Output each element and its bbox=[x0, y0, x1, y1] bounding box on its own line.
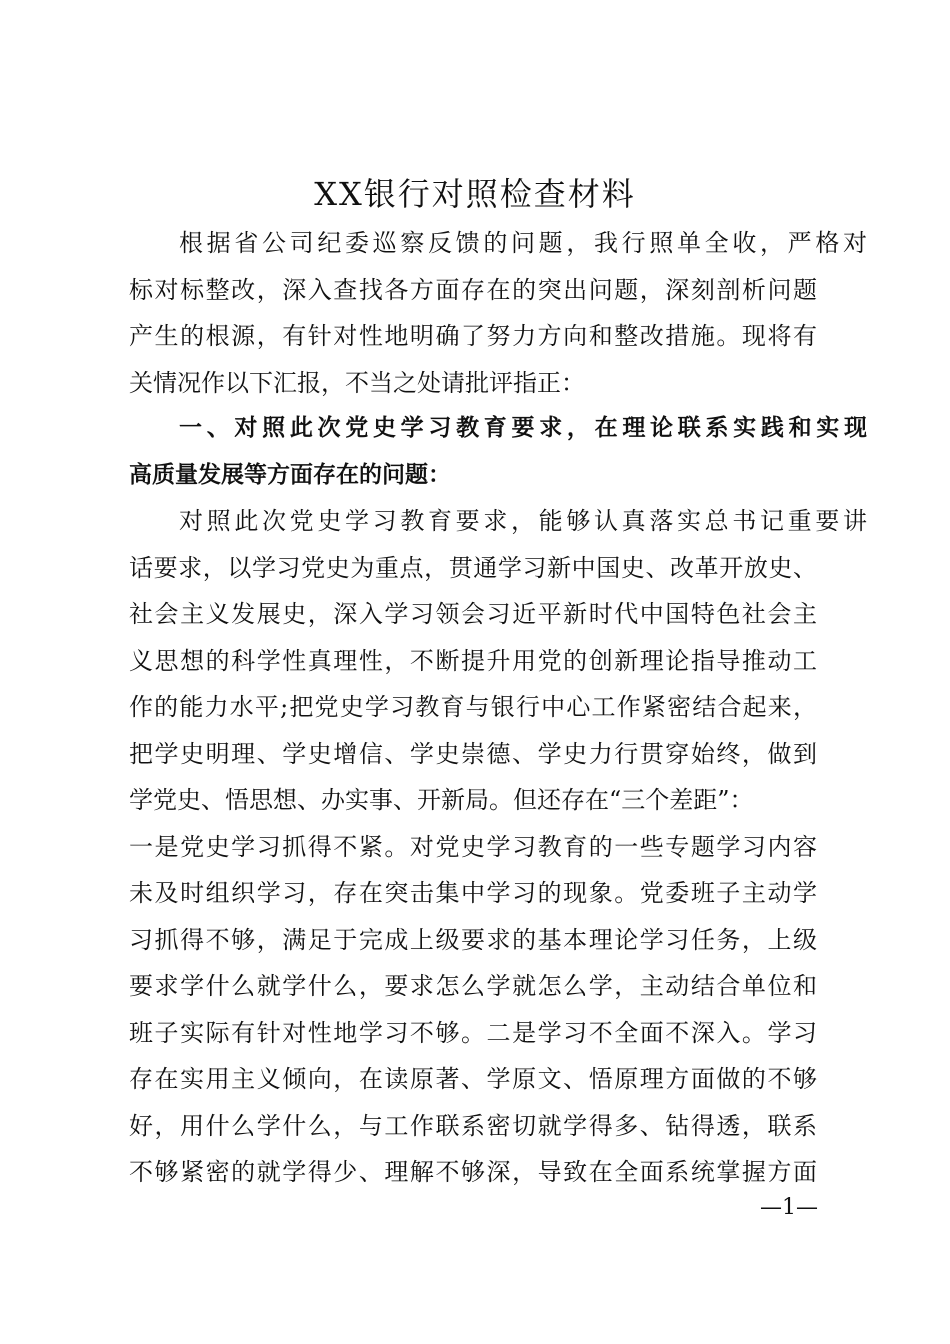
paragraph-line: 根据省公司纪委巡察反馈的问题，我行照单全收，严格对 bbox=[179, 229, 867, 257]
paragraph-line: 学党史、悟思想、办实事、开新局。但还存在“三个差距”： bbox=[129, 786, 754, 814]
page-number: —1— bbox=[760, 1195, 818, 1220]
heading-line: 一、对照此次党史学习教育要求，在理论联系实践和实现 bbox=[179, 415, 867, 441]
section-heading-1 bbox=[129, 405, 867, 498]
paragraph-line: 义思想的科学性真理性，不断提升用党的创新理论指导推动工 bbox=[129, 646, 817, 675]
paragraph-line: 社会主义发展史，深入学习领会习近平新时代中国特色社会主 bbox=[129, 600, 817, 628]
paragraph-line: 不够紧密的就学得少、理解不够深，导致在全面系统掌握方面 bbox=[129, 1158, 817, 1186]
paragraph-line: 对照此次党史学习教育要求，能够认真落实总书记重要讲 bbox=[179, 507, 867, 535]
paragraph-line: 未及时组织学习，存在突击集中学习的现象。党委班子主动学 bbox=[129, 879, 817, 907]
paragraph-line: 产生的根源，有针对性地明确了努力方向和整改措施。现将有 bbox=[129, 322, 817, 350]
section-1-paragraph bbox=[129, 498, 867, 1196]
paragraph-line: 作的能力水平;把党史学习教育与银行中心工作紧密结合起来， bbox=[129, 693, 817, 721]
paragraph-line: 关情况作以下汇报，不当之处请批评指正： bbox=[129, 368, 585, 397]
paragraph-line: 话要求，以学习党史为重点，贯通学习新中国史、改革开放史、 bbox=[129, 553, 817, 582]
paragraph-line: 把学史明理、学史增信、学史崇德、学史力行贯穿始终，做到 bbox=[129, 739, 817, 768]
paragraph-line: 存在实用主义倾向，在读原著、学原文、悟原理方面做的不够 bbox=[129, 1065, 817, 1093]
heading-line: 高质量发展等方面存在的问题： bbox=[129, 461, 451, 488]
paragraph-line: 习抓得不够，满足于完成上级要求的基本理论学习任务，上级 bbox=[129, 925, 817, 954]
paragraph-line: 标对标整改，深入查找各方面存在的突出问题，深刻剖析问题 bbox=[129, 275, 817, 304]
paragraph-line: 一是党史学习抓得不紧。对党史学习教育的一些专题学习内容 bbox=[129, 832, 817, 861]
document-title: XX银行对照检查材料 bbox=[314, 175, 636, 213]
paragraph-line: 班子实际有针对性地学习不够。二是学习不全面不深入。学习 bbox=[129, 1018, 817, 1047]
paragraph-line: 好，用什么学什么，与工作联系密切就学得多、钻得透，联系 bbox=[129, 1111, 817, 1140]
paragraph-line: 要求学什么就学什么，要求怎么学就怎么学，主动结合单位和 bbox=[129, 972, 817, 1000]
intro-paragraph bbox=[129, 220, 867, 406]
